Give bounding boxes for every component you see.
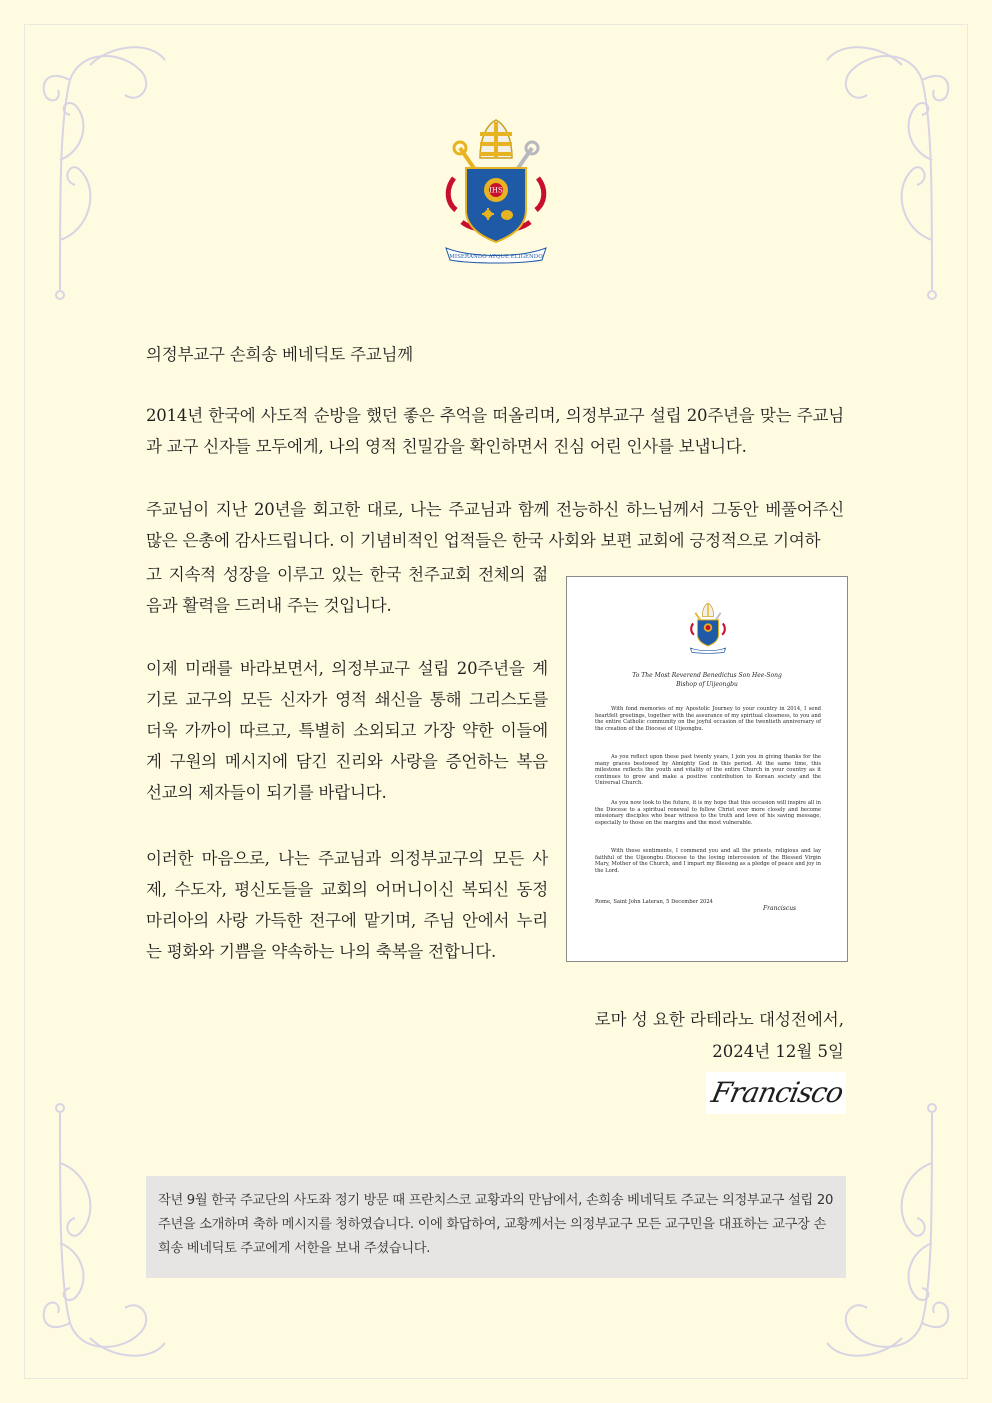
letter-coat-of-arms bbox=[689, 597, 727, 659]
footer-note: 작년 9월 한국 주교단의 사도좌 정기 방문 때 프란치스코 교황과의 만남에서, 손희송 베네딕토 주교는 의정부교구 설립 20주년을 소개하며 축하 메시지를 청하였습니다. 이에 화답하여, 교황께서는 의정부교구 모든 교구민을 대표하는 교구장 손희송 베네딕토 주교에게 서한을 보내 주셨습니다. bbox=[158, 1193, 834, 1256]
coat-of-arms-monogram: IHS bbox=[489, 186, 503, 195]
paragraph-2: 주교님이 지난 20년을 회고한 대로, 나는 주교님과 함께 전능하신 하느님께서 그동안 베풀어주신 많은 은총에 감사드립니다. 이 기념비적인 업적들은 한국 사회와 보편 교회에 긍정적으로 기여하 bbox=[146, 500, 844, 550]
salutation: 의정부교구 손희송 베네딕토 주교님께 bbox=[146, 345, 413, 364]
ornament-top-left bbox=[30, 40, 170, 300]
letter-paragraph-3: As you now look to the future, it is my hope that this occasion will inspire all in the Diocese to a spiritual renewal to follow Christ ever more closely and become missionary disciples who bear witness to the truth and love of his saving message, especially to those on the margins and the most vulnerable. bbox=[595, 800, 821, 826]
letter-address-line2: Bishop of Uijeongbu bbox=[676, 681, 738, 688]
footer-note-box bbox=[146, 1176, 846, 1278]
closing-place: 로마 성 요한 라테라노 대성전에서, bbox=[594, 1010, 844, 1029]
paragraph-1: 2014년 한국에 사도적 순방을 했던 좋은 추억을 떠올리며, 의정부교구 설립 20주년을 맞는 주교님과 교구 신자들 모두에게, 나의 영적 친밀감을 확인하면서 진심 어린 인사를 보냅니다. bbox=[146, 406, 844, 456]
letter-dateline: Rome, Saint John Lateran, 5 December 2024 bbox=[595, 899, 713, 905]
paragraph-2-continued: 고 지속적 성장을 이루고 있는 한국 천주교회 전체의 젊음과 활력을 드러내 주는 것입니다. bbox=[146, 565, 548, 615]
letter-signature: Franciscus bbox=[763, 905, 797, 912]
letter-address-line1: To The Most Reverend Benedictus Son Hee-Song bbox=[632, 672, 782, 679]
paragraph-4: 이러한 마음으로, 나는 주교님과 의정부교구의 모든 사제, 수도자, 평신도들을 교회의 어머니이신 복되신 동정 마리아의 사랑 가득한 전구에 맡기며, 주님 안에서 누리는 평화와 기쁨을 약속하는 나의 축복을 전합니다. bbox=[146, 849, 548, 961]
original-letter-image bbox=[566, 576, 848, 962]
letter-paragraph-1: With fond memories of my Apostolic Journey to your country in 2014, I send heartfelt greetings, together with the assurance of my spiritual closeness, to you and the entire Catholic community on the joyful occasion of the twentieth anniversary of the creation of the Diocese of Uijeongbu. bbox=[595, 706, 821, 732]
ornament-top-right bbox=[822, 40, 962, 300]
letter-paragraph-4: With these sentiments, I commend you and all the priests, religious and lay faithful of the Uijeongbu Diocese to the loving intercession of the Blessed Virgin Mary, Mother of the Church, and I impart my Blessing as a pledge of peace and joy in the Lord. bbox=[595, 848, 821, 874]
signature: Francisco bbox=[706, 1072, 846, 1114]
papal-coat-of-arms bbox=[442, 118, 550, 264]
letter-paragraph-2: As you reflect upon these past twenty years, I join you in giving thanks for the many graces bestowed by Almighty God in this period. At the same time, this milestone reflects the youth and vitality of the entire Church in your country as it continues to grow and make a positive contribution to Korean society and the Universal Church. bbox=[595, 754, 821, 787]
paragraph-3: 이제 미래를 바라보면서, 의정부교구 설립 20주년을 계기로 교구의 모든 신자가 영적 쇄신을 통해 그리스도를 더욱 가까이 따르고, 특별히 소외되고 가장 약한 이들에게 구원의 메시지에 담긴 진리와 사랑을 증언하는 복음 선교의 제자들이 되기를 바랍니다. bbox=[146, 659, 548, 802]
closing-date: 2024년 12월 5일 bbox=[712, 1042, 844, 1061]
coat-of-arms-motto: MISERANDO ATQUE ELIGENDO bbox=[449, 254, 543, 260]
